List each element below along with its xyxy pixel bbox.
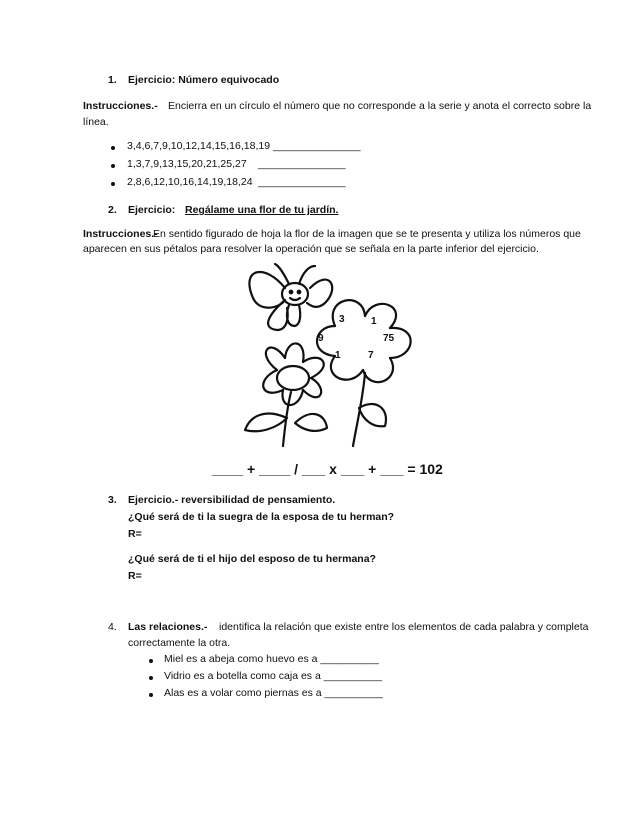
series-2-blank[interactable]: _______________ (258, 158, 346, 170)
ex2-instr-line1: En sentido figurado de hoja la flor de la imagen que se te presenta y utiliza los números que (153, 228, 581, 240)
relation-item-3: Alas es a volar como piernas es a __________ (164, 687, 383, 699)
relation-item-1: Miel es a abeja como huevo es a __________ (164, 653, 379, 665)
ex2-number: 2. (108, 204, 117, 216)
bullet (111, 146, 115, 150)
series-1: 3,4,6,7,9,10,12,14,15,16,18,19 _______________ (127, 140, 361, 152)
bullet (149, 676, 153, 680)
series-3-blank[interactable]: _______________ (258, 176, 346, 188)
petal-number: 1 (371, 316, 377, 327)
petal-number: 75 (383, 333, 395, 344)
ex2-instr-label: Instrucciones.- (83, 228, 158, 240)
ex4-instr-line1: identifica la relación que existe entre los elementos de cada palabra y completa (219, 621, 589, 633)
bullet (149, 659, 153, 663)
ex1-instr-line2: línea. (83, 116, 109, 128)
ex3-q1: ¿Qué será de ti la suegra de la esposa de tu herman? (128, 511, 395, 523)
ex4-title: Las relaciones.- (128, 621, 208, 633)
ex2-instr-line2: aparecen en sus pétalos para resolver la operación que se señala en la parte inferior del ejercicio. (83, 243, 539, 255)
ex1-instr-label: Instrucciones.- (83, 100, 158, 112)
ex3-title: Ejercicio.- reversibilidad de pensamiento. (128, 494, 336, 506)
ex3-number: 3. (108, 494, 117, 506)
bullet (111, 182, 115, 186)
petal-number: 1 (335, 350, 341, 361)
equation: ____ + ____ / ___ x ___ + ___ = 102 (212, 461, 443, 477)
ex3-q2: ¿Qué será de ti el hijo del esposo de tu hermana? (128, 553, 376, 565)
petal-number: 3 (339, 314, 345, 325)
ex1-number: 1. (108, 74, 117, 86)
series-3: 2,8,6,12,10,16,14,19,18,24 (127, 176, 253, 188)
ex1-instr-line1: Encierra en un círculo el número que no corresponde a la serie y anota el correcto sobre la (168, 100, 592, 112)
ex4-number: 4. (108, 621, 117, 633)
petal-number: 9 (318, 333, 324, 344)
relation-item-2: Vidrio es a botella como caja es a __________ (164, 670, 383, 682)
ex2-title: Regálame una flor de tu jardín. (185, 204, 339, 216)
ex2-title-prefix: Ejercicio: (128, 204, 176, 216)
bullet (149, 693, 153, 697)
ex3-r2[interactable]: R= (128, 570, 142, 582)
petal-number: 7 (368, 350, 374, 361)
ex3-r1[interactable]: R= (128, 528, 142, 540)
bullet (111, 164, 115, 168)
series-2: 1,3,7,9,13,15,20,21,25,27 (127, 158, 247, 170)
ex4-instr-line2: correctamente la otra. (128, 637, 231, 649)
flower-illustration (225, 258, 435, 448)
ex1-title: Ejercicio: Número equivocado (128, 74, 280, 86)
